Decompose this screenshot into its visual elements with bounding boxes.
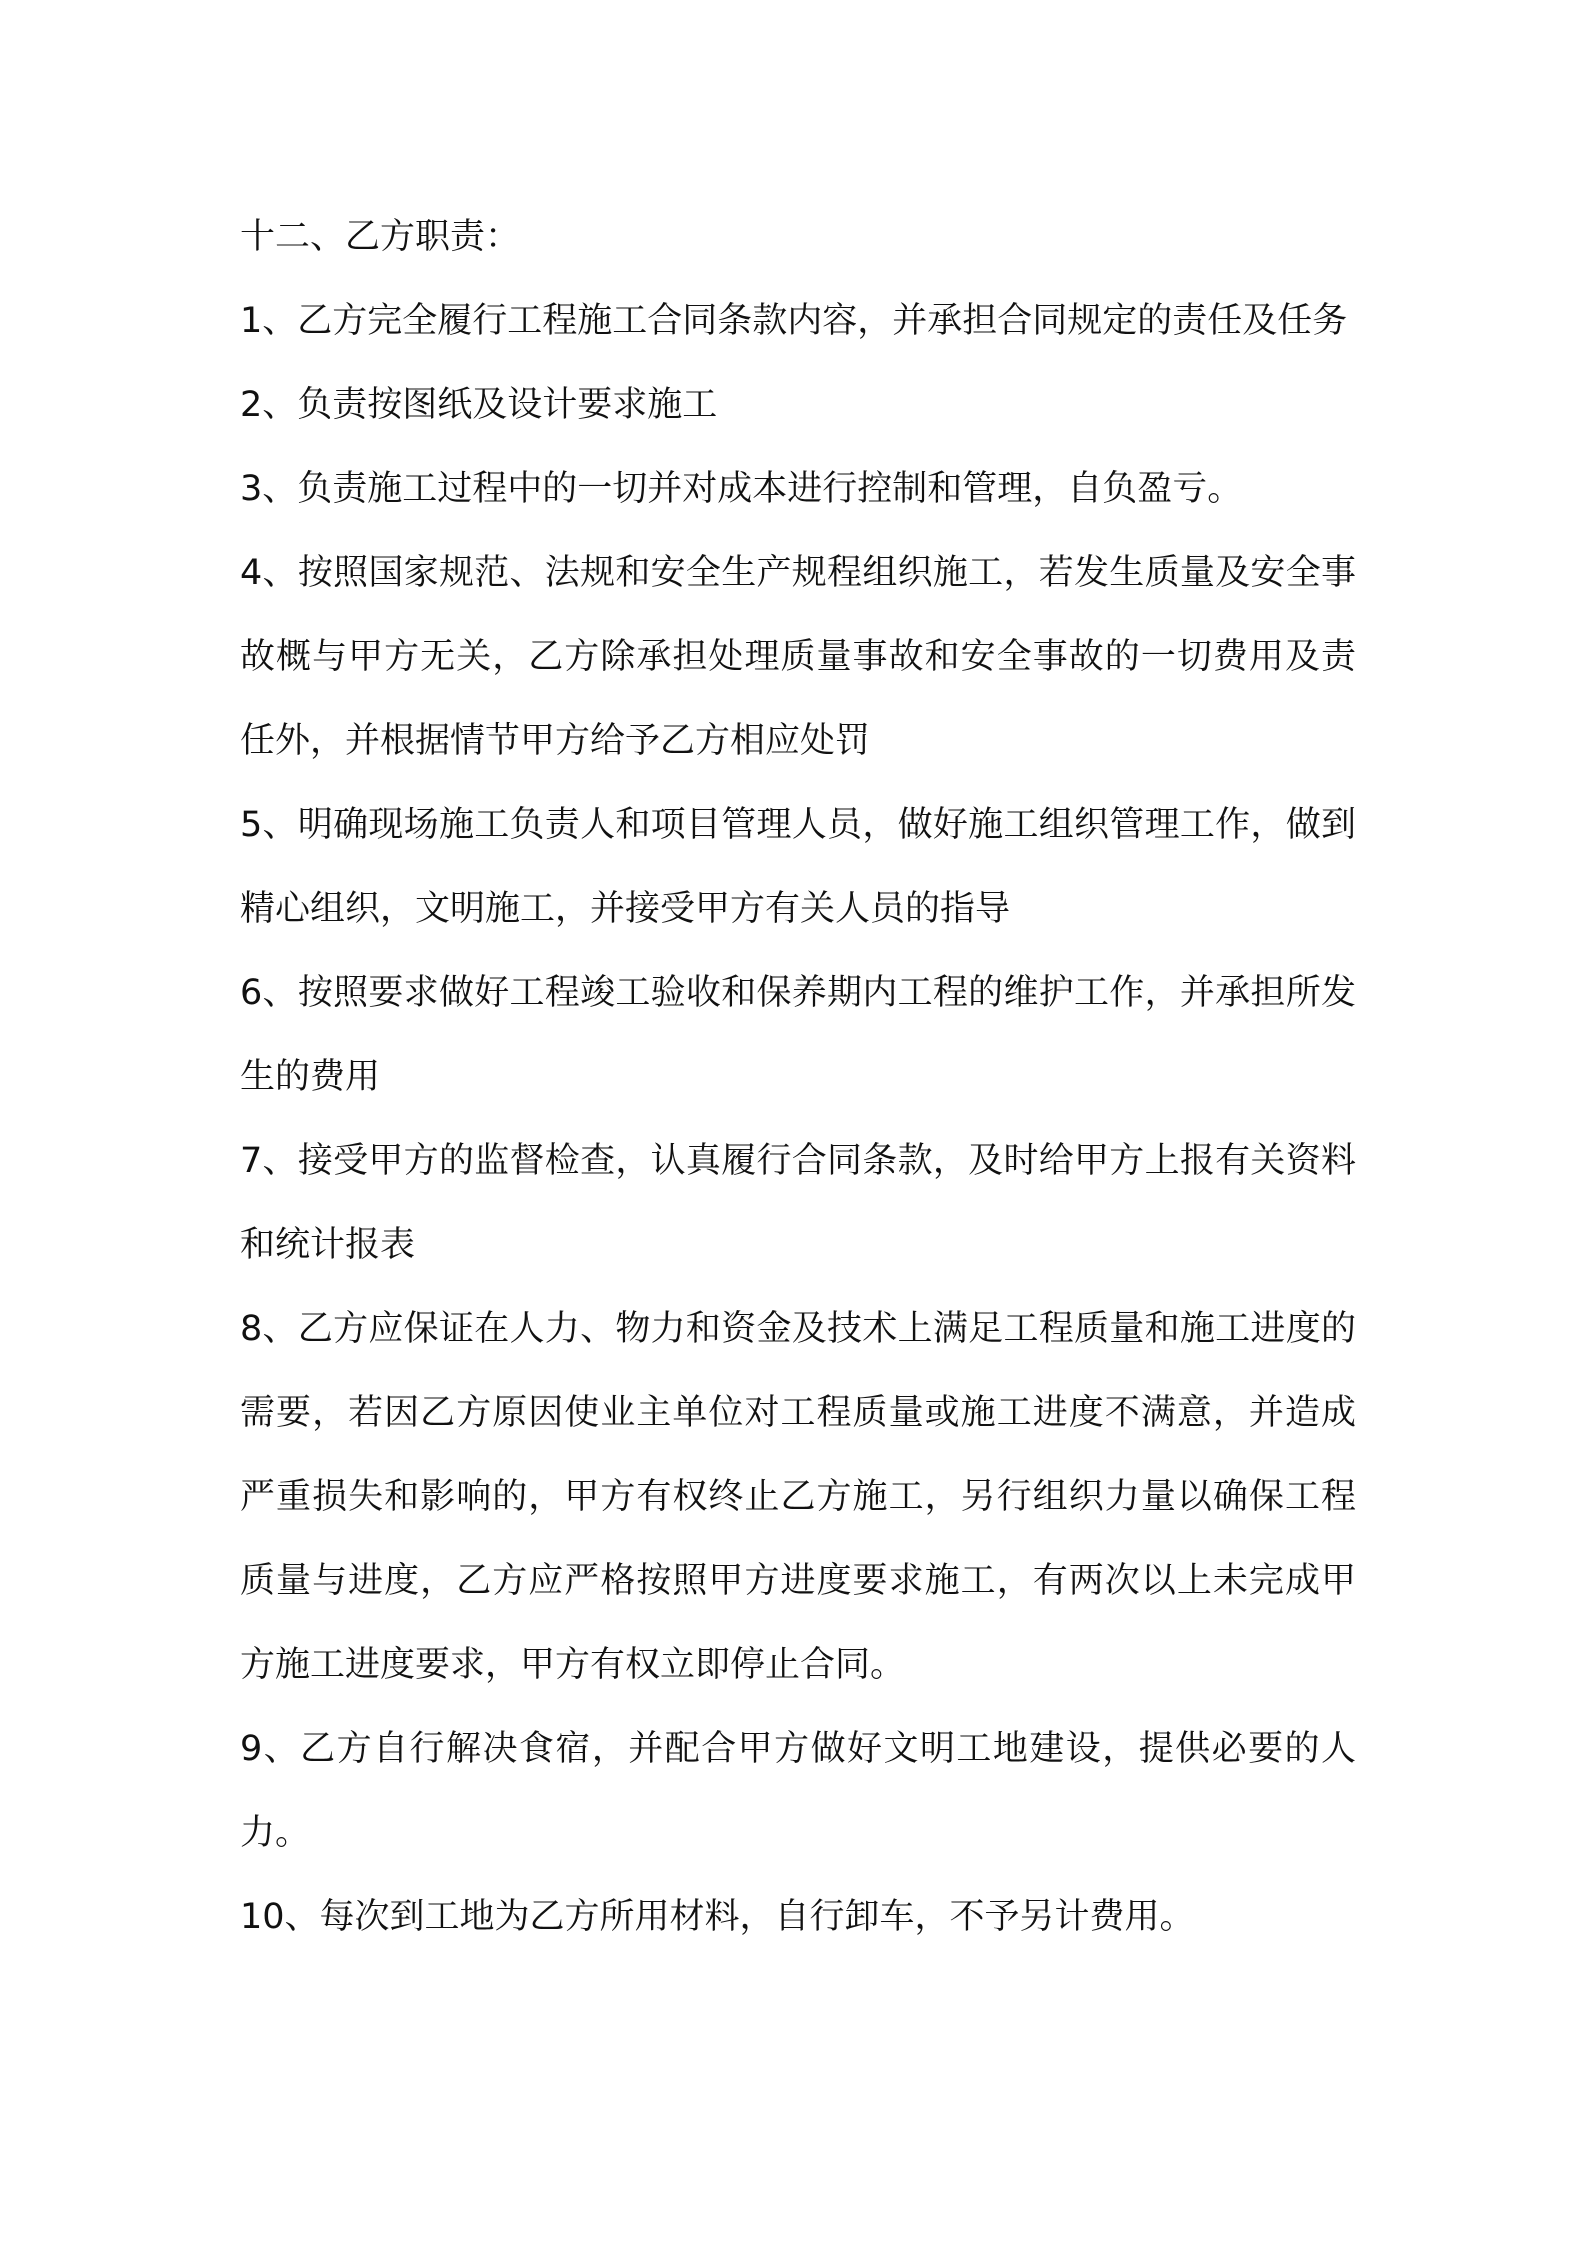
clause-6: 6、按照要求做好工程竣工验收和保养期内工程的维护工作，并承担所发生的费用 <box>240 973 1356 1097</box>
clause-7: 7、接受甲方的监督检查，认真履行合同条款，及时给甲方上报有关资料和统计报表 <box>240 1141 1356 1265</box>
document-body <box>240 195 1356 1959</box>
clause-2: 2、负责按图纸及设计要求施工 <box>240 385 718 425</box>
clause-5: 5、明确现场施工负责人和项目管理人员，做好施工组织管理工作，做到精心组织，文明施工，并接受甲方有关人员的指导 <box>240 805 1356 929</box>
clause-8: 8、乙方应保证在人力、物力和资金及技术上满足工程质量和施工进度的需要，若因乙方原因使业主单位对工程质量或施工进度不满意，并造成严重损失和影响的，甲方有权终止乙方施工，另行组织力量以确保工程质量与进度，乙方应严格按照甲方进度要求施工，有两次以上未完成甲方施工进度要求，甲方有权立即停止合同。 <box>240 1309 1356 1685</box>
clause-4: 4、按照国家规范、法规和安全生产规程组织施工，若发生质量及安全事故概与甲方无关，乙方除承担处理质量事故和安全事故的一切费用及责任外，并根据情节甲方给予乙方相应处罚 <box>240 553 1356 761</box>
clause-10: 10、每次到工地为乙方所用材料，自行卸车，不予另计费用。 <box>240 1897 1195 1937</box>
clause-9: 9、乙方自行解决食宿，并配合甲方做好文明工地建设，提供必要的人力。 <box>240 1729 1356 1853</box>
clause-3: 3、负责施工过程中的一切并对成本进行控制和管理，自负盈亏。 <box>240 469 1243 509</box>
section-heading: 十二、乙方职责： <box>240 217 521 257</box>
clause-1: 1、乙方完全履行工程施工合同条款内容，并承担合同规定的责任及任务 <box>240 301 1348 341</box>
